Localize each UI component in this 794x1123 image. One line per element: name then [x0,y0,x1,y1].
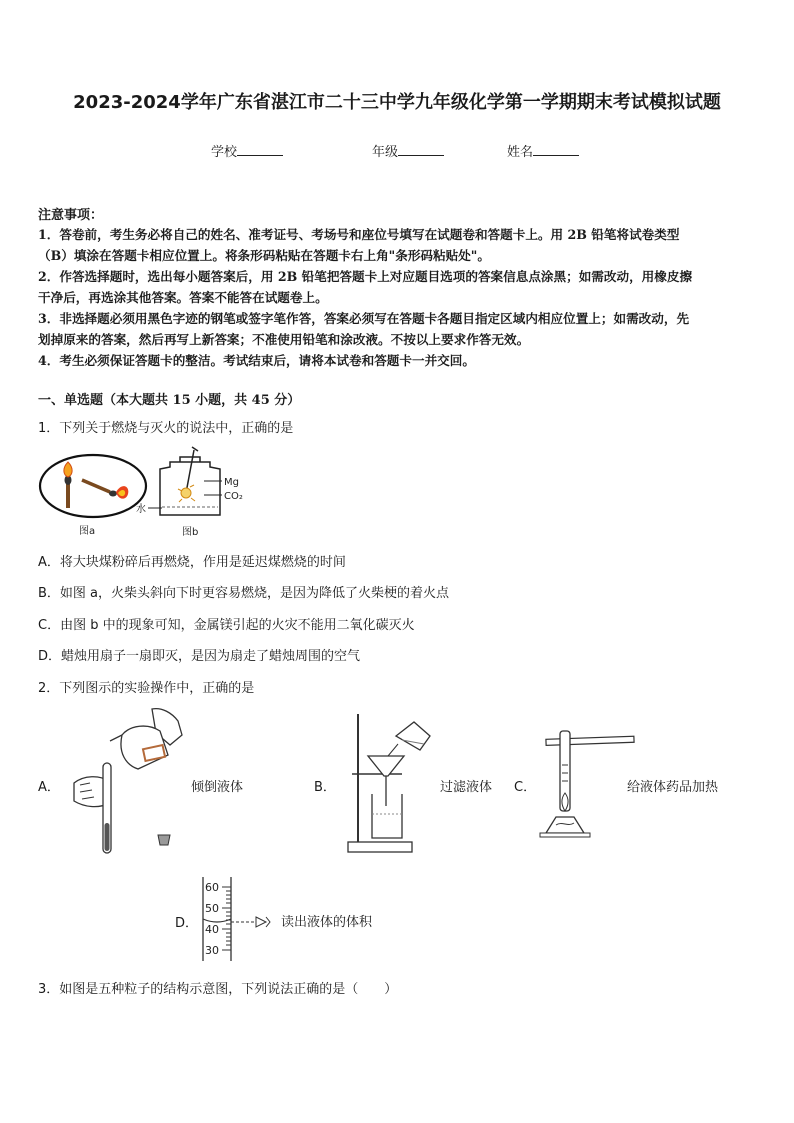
tick-label: 30 [205,944,219,957]
question-3-stem: 3．如图是五种粒子的结构示意图，下列说法正确的是（ ） [38,982,398,997]
grade-field[interactable] [372,141,444,160]
page-title: 2023-2024学年广东省湛江市二十三中学九年级化学第一学期期末考试模拟试题 [73,92,721,113]
notice-line: 4．考生必须保证答题卡的整洁。考试结束后，请将本试卷和答题卡一并交回。 [38,353,475,368]
notice-line: （B）填涂在答题卡相应位置上。将条形码粘贴在答题卡右上角"条形码粘贴处"。 [38,248,490,263]
tick-label: 40 [205,923,219,936]
notice-line: 1．答卷前，考生务必将自己的姓名、准考证号、考场号和座位号填写在试题卷和答题卡上。用 2B 铅笔将试卷类型 [38,227,680,242]
notice-line: 3．非选择题必须用黑色字迹的钢笔或签字笔作答，答案必须写在答题卡各题目指定区域内相应位置上；如需改动，先 [38,311,690,326]
q1-option-c[interactable]: C．由图 b 中的现象可知，金属镁引起的火灾不能用二氧化碳灭火 [38,618,415,633]
notice-heading: 注意事项： [38,208,104,223]
section-heading: 一、单选题（本大题共 15 小题，共 45 分） [38,393,301,408]
label-mg: Mg [224,477,239,488]
q1-option-d[interactable]: D．蜡烛用扇子一扇即灭，是因为扇走了蜡烛周围的空气 [38,649,361,664]
figure-heating-liquid [534,713,629,848]
figure-b-mg-co2 [136,445,262,540]
school-field[interactable] [211,141,283,160]
name-label: 姓名 [507,145,534,160]
notice-line: 2．作答选择题时，选出每小题答案后，用 2B 铅笔把答题卡上对应题目选项的答案信息点涂黑；如需改动，用橡皮擦 [38,269,693,284]
label-water: 水 [136,504,146,515]
q2-option-c-caption: 给液体药品加热 [627,780,719,795]
name-field[interactable] [507,141,579,160]
figure-b-caption: 图b [182,527,199,538]
question-2-stem: 2．下列图示的实验操作中，正确的是 [38,681,255,696]
figure-pouring-liquid [60,705,190,855]
figure-a-caption: 图a [79,526,96,537]
label-co2: CO₂ [224,491,243,502]
q2-option-b-letter[interactable]: B． [314,780,336,795]
q2-option-a-letter[interactable]: A． [38,780,60,795]
q1-option-a[interactable]: A．将大块煤粉碎后再燃烧，作用是延迟煤燃烧的时间 [38,555,346,570]
notice-line: 划掉原来的答案，然后再写上新答案；不准使用铅笔和涂改液。不按以上要求作答无效。 [38,332,530,347]
school-label: 学校 [211,145,238,160]
q2-option-d-caption: 读出液体的体积 [281,915,373,930]
q2-option-a-caption: 倾倒液体 [191,780,244,795]
q2-option-b-caption: 过滤液体 [440,780,493,795]
figure-filtration [340,710,435,855]
q2-option-c-letter[interactable]: C． [514,780,537,795]
notice-line: 干净后，再选涂其他答案。答案不能答在试题卷上。 [38,290,328,305]
q2-option-d-letter[interactable]: D． [175,916,199,931]
grade-label: 年级 [372,145,399,160]
question-1-stem: 1．下列关于燃烧与灭火的说法中，正确的是 [38,421,294,436]
tick-label: 50 [205,902,219,915]
tick-label: 60 [205,881,219,894]
q1-option-b[interactable]: B．如图 a，火柴头斜向下时更容易燃烧，是因为降低了火柴梗的着火点 [38,586,450,601]
